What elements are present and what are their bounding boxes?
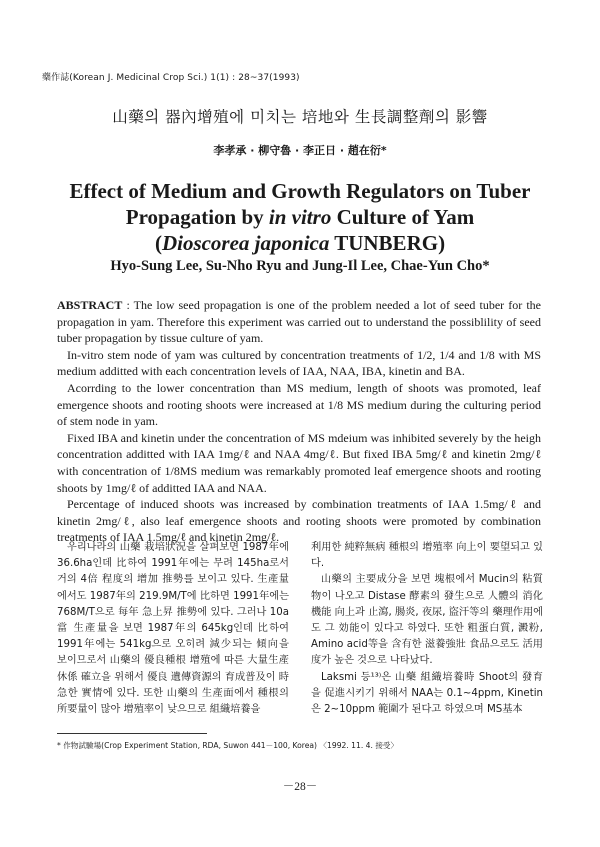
korean-title: 山藥의 器內增殖에 미치는 培地와 生長調整劑의 影響 — [112, 108, 488, 126]
body-column-left — [57, 540, 289, 718]
title-text: Propagation by — [125, 205, 269, 229]
english-authors: Hyo-Sung Lee, Su-Nho Ryu and Jung-Il Lee, Chae-Yun Cho* — [110, 258, 490, 274]
body-paragraph: 우리나라의 山藥 栽培狀況을 살펴보면 1987年에 36.6ha인데 比하여 1991年에는 무려 145ha로서 거의 4倍 程度의 增加 推勢를 보이고 있다. 生產量에서도 1987年의 219.9M/T에 比하면 1991年에는 768M/T으로 每年 急上昇 推勢에 있다. 그러나 10a當 生產量을 보면 1987年의 645kg인데 比하여 1991年에는 541kg으로 오히려 減少되는 傾向을 보이므로서 山藥의 優良種根 增殖에 따른 大量生產 休係 確立을 위해서 優良 遺傳資源의 育成普及이 時急한 實情에 있다. 또한 山藥의 生產面에서 種根의 所要量이 많아 增殖率이 낮으므로 組織培養을 — [57, 542, 289, 716]
title-italic-text: in vitro — [268, 205, 332, 229]
title-text: TUNBERG) — [329, 231, 446, 255]
abstract-text: : The low seed propagation is one of the problem needed a lot of seed tuber for the propagation in yam. Therefore this experiment was carried out to understand the possiblility of seed tuber propagation by tissue culture of yam. — [57, 298, 541, 346]
page-number: －28－ — [282, 781, 318, 793]
abstract-paragraph: Percentage of induced shoots was increased by combination treatments of IAA 1.5mg/ℓ and kinetin 2mg/ℓ, also leaf emergence shoots and rooting shoots were promoted by combination treatments of IAA 1.5mg/ℓ and kinetin 2mg/ℓ. — [57, 497, 541, 545]
abstract-label: ABSTRACT — [57, 298, 123, 312]
english-title-line-1: Effect of Medium and Growth Regulators on Tuber — [69, 179, 531, 203]
body-paragraph: Laksmi 등¹³⁾은 山藥 組織培養時 Shoot의 發育을 促進시키기 위해서 NAA는 0.1~4ppm, Kinetin은 2~10ppm 範圍가 된다고 하였으며 MS基本 — [311, 671, 543, 716]
body-paragraph: 山藥의 主要成分을 보면 塊根에서 Mucin의 粘質物이 나오고 Distase 酵素의 發生으로 人體의 消化機能 向上과 止瀉, 腸炎, 夜尿, 盜汗等의 藥理作用에도 그 効能이 있다고 하였다. 또한 粗蛋白質, 澱粉, Amino acid等을 含有한 滋養強壯 食品으로도 活用度가 높은 것으로 나타났다. — [311, 574, 543, 667]
abstract-paragraph: In-vitro stem node of yam was cultured by concentration treatments of 1/2, 1/4 and 1/8 with MS medium additted with each concentration levels of IAA, NAA, IBA, kinetin and BA. — [57, 347, 541, 379]
species-name: Dioscorea japonica — [161, 231, 330, 255]
abstract-paragraph: Fixed IBA and kinetin under the concentration of MS mdeium was inhibited severely by the heigh concentration additted with IAA 1mg/ℓ and NAA 4mg/ℓ. But fixed IBA 5mg/ℓ and kinetin 2mg/ℓ with concentration of 1/8MS medium was remarkably promoted leaf emergence shoots and rooting shoots by 1mg/ℓ of additted IAA and NAA. — [57, 430, 541, 495]
title-text: Culture of Yam — [331, 205, 475, 229]
korean-authors: 李孝承 · 柳守魯 · 李正日 · 趙在衍* — [213, 144, 387, 157]
title-text: ( — [154, 231, 162, 255]
footnote: * 作物試驗場(Crop Experiment Station, RDA, Suwon 441－100, Korea) 〈1992. 11. 4. 接受〉 — [57, 741, 399, 750]
abstract-paragraph: Acorrding to the lower concentration than MS medium, length of shoots was promoted, leaf emergence shoots and rooting shoots were increased at 1/8 MS medium during the culturing period of stem node in yam. — [57, 380, 541, 429]
abstract — [57, 297, 541, 546]
english-title-line-3 — [0, 230, 600, 256]
body-paragraph: 利用한 純粹無病 種根의 增殖率 向上이 要望되고 있다. — [311, 542, 543, 570]
abstract-paragraph — [57, 297, 541, 347]
english-title-line-2 — [0, 204, 600, 230]
english-title — [0, 178, 600, 256]
footnote-divider — [57, 733, 207, 734]
body-column-right — [311, 540, 543, 718]
journal-reference: 藥作誌(Korean J. Medicinal Crop Sci.) 1(1) : 28~37(1993) — [42, 73, 300, 83]
